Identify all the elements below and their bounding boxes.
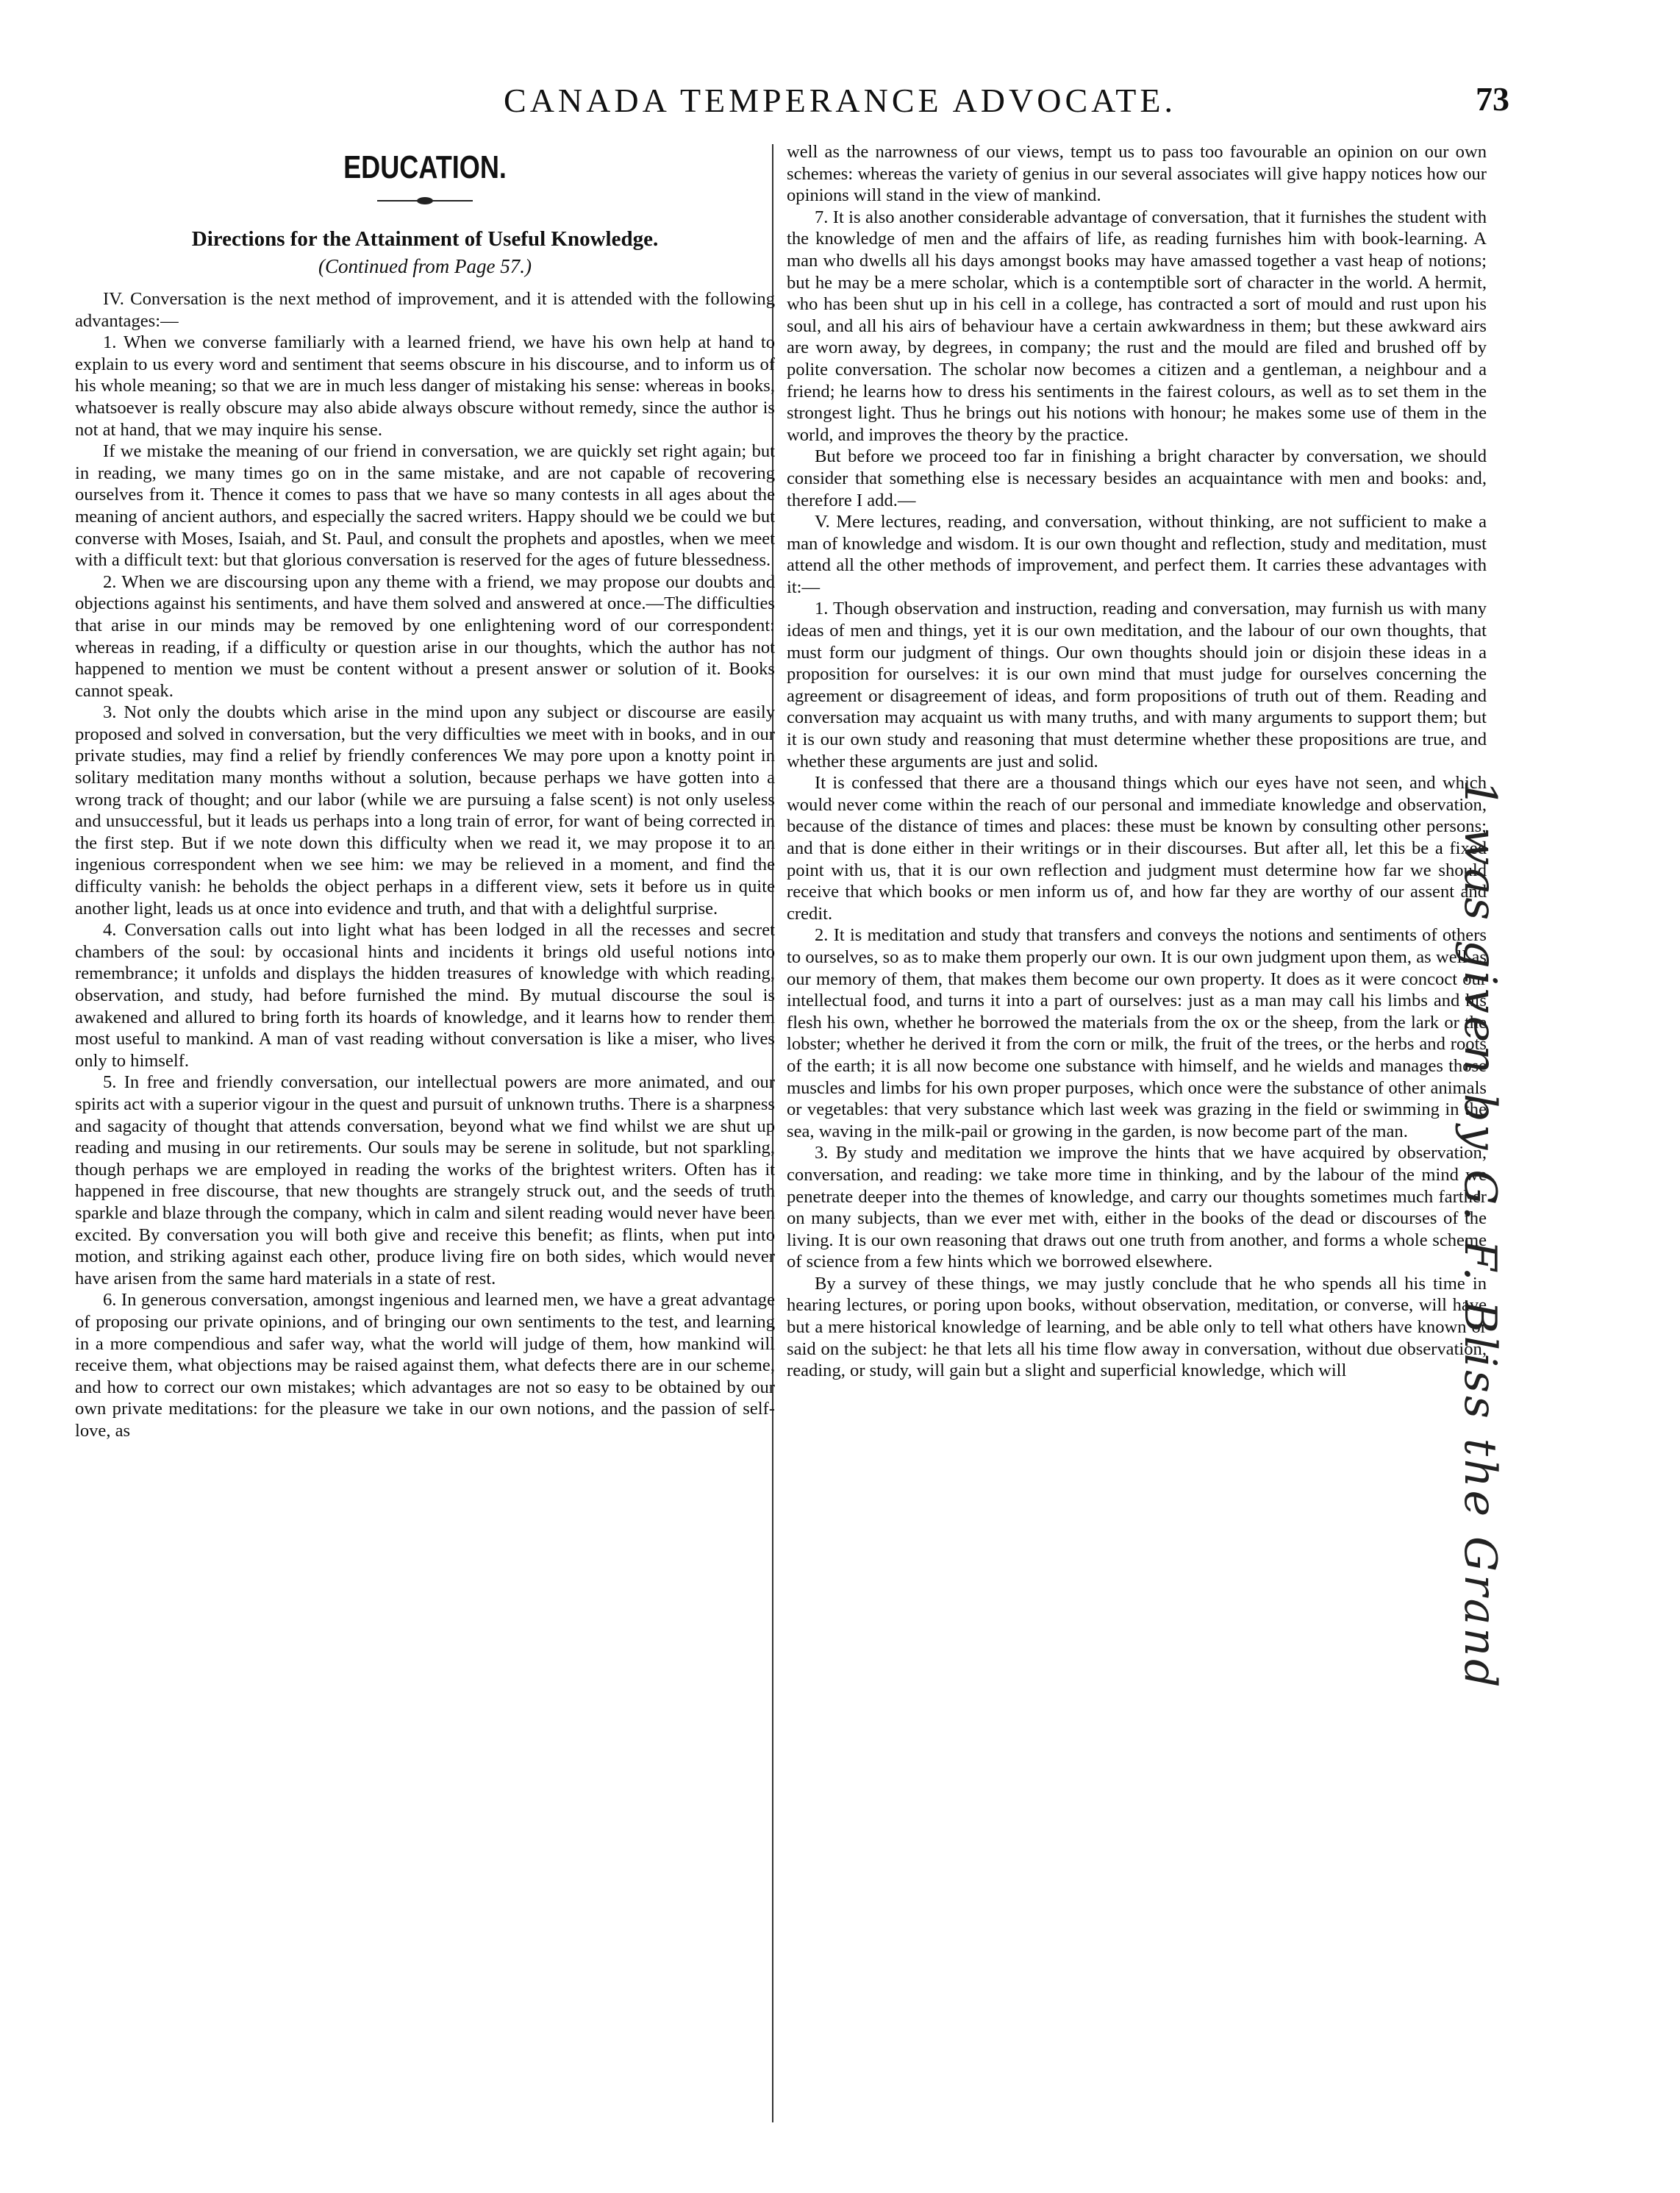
column-left bbox=[75, 141, 775, 2127]
paragraph: well as the narrowness of our views, tempt us to pass too favourable an opinion on our own schemes: whereas the variety of genius in our several associates will give happy notices how our opinions will stand in the view of mankind. bbox=[787, 142, 1487, 206]
paragraph: 3. By study and meditation we improve the hints that we have acquired by observation, conversation, and reading: we take more time in thinking, and by the labour of the mind we penetrate deeper into the themes of knowledge, and carry our thoughts sometimes much farther on many subjects, than we ever met with, either in the books of the dead or discourses of the living. It is our own reasoning that draws out one truth from another, and forms a whole scheme of science from a few hints which we borrowed elsewhere. bbox=[787, 1143, 1487, 1272]
paragraph: IV. Conversation is the next method of improvement, and it is attended with the following advantages:— bbox=[75, 289, 775, 331]
paragraph: 5. In free and friendly conversation, our intellectual powers are more animated, and our spirits act with a superior vigour in the quest and pursuit of unknown truths. There is a sharpness and sagacity of thought that attends conversation, beyond what we find whilst we are shut up reading and musing in our retirements. Our souls may be serene in solitude, but not sparkling, though perhaps we are employed in reading the works of the brightest writers. Often has it happened in free discourse, that new thoughts are strangely struck out, and the seeds of truth sparkle and blaze through the company, which in calm and silent reading would never have been excited. By conversation you will both give and receive this benefit; as flints, when put into motion, and striking against each other, produce living fire on both sides, which would never have arisen from the same hard materials in a state of rest. bbox=[75, 1072, 775, 1288]
paragraph: 6. In generous conversation, amongst ingenious and learned men, we have a great advantage of proposing our private opinions, and of bringing our own sentiments to the test, and learning in a more compendious and safer way, what the world will judge of them, how mankind will receive them, what objections may be raised against them, what defects there are in our scheme, and how to correct our own mistakes; which advantages are not so easy to be obtained by our own private meditations: for the pleasure we take in our own notions, and the passion of self-love, as bbox=[75, 1290, 775, 1441]
paragraph: 2. When we are discoursing upon any theme with a friend, we may propose our doubts and objections against his sentiments, and have them solved and answered at once.—The difficulties that arise in our minds may be removed by one enlightening word of our correspondent: whereas in reading, if a difficulty or question arise in our thoughts, which the author has not happened to mention we must be content without a present answer or solution of it. Books cannot speak. bbox=[75, 571, 775, 701]
paragraph: But before we proceed too far in finishing a bright character by conversation, we should consider that something else is necessary besides an acquaintance with men and books: and, therefore I add.— bbox=[787, 446, 1487, 510]
paragraph: If we mistake the meaning of our friend in conversation, we are quickly set right again; but in reading, we many times go on in the same mistake, and are not capable of recovering ourselves from it. Thence it comes to pass that we have so many contests in all ages about the meaning of ancient authors, and especially the sacred writers. Happy should we be could we but converse with Moses, Isaiah, and St. Paul, and consult the prophets and apostles, when we meet with a difficult text: but that glorious conversation is reserved for the ages of future blessedness. bbox=[75, 441, 775, 571]
paragraph: 1. Though observation and instruction, reading and conversation, may furnish us with many ideas of men and things, yet it is our own meditation, and the labour of our own thoughts, that must form our judgment of things. Our own thoughts should join or disjoin these ideas in a proposition for ourselves: it is our own mind that must judge for ourselves concerning the agreement or disagreement of ideas, and form propositions of truth out of them. Reading and conversation may acquaint us with many truths, and with many arguments to support them; but it is our own study and reasoning that must determine whether these propositions are true, and whether these arguments are just and solid. bbox=[787, 599, 1487, 771]
column-right bbox=[787, 141, 1487, 2127]
paragraph: V. Mere lectures, reading, and conversation, without thinking, are not sufficient to make a man of knowledge and wisdom. It is our own thought and reflection, study and meditation, must attend all the other methods of improvement, and perfect them. It carries these advantages with it:— bbox=[787, 512, 1487, 597]
paragraph: 2. It is meditation and study that transfers and conveys the notions and sentiments of others to ourselves, so as to make them properly our own. It is our own judgment upon them, as well as our memory of them, that makes them become our own property. It does as it were concoct our intellectual food, and turns it into a part of ourselves: just as a man may call his limbs and his flesh his own, whether he borrowed the materials from the ox or the sheep, from the lark or the lobster; whether he derived it from the corn or milk, the fruit of the trees, or the herbs and roots of the earth; it is all now become one substance with himself, and he wields and manages those muscles and limbs for his own proper purposes, which once were the substance of other animals or vegetables: that very substance which last week was grazing in the field or swimming in the sea, waving in the milk-pail or growing in the garden, is now become part of the man. bbox=[787, 925, 1487, 1141]
section-title: EDUCATION. bbox=[343, 149, 507, 185]
title-ornament-rule bbox=[377, 197, 473, 204]
paragraph: 1. When we converse familiarly with a learned friend, we have his own help at hand to explain to us every word and sentiment that seems obscure in his discourse, and to inform us of his whole meaning; so that we are in much less danger of mistaking his sense: whereas in books, whatsoever is really obscure may also abide always obscure without remedy, since the author is not at hand, that we may inquire his sense. bbox=[75, 332, 775, 440]
running-head bbox=[0, 81, 1680, 132]
paragraph: 7. It is also another considerable advantage of conversation, that it furnishes the student with the knowledge of men and the affairs of life, as reading furnishes him with book-learning. A man who dwells all his days amongst books may have amassed together a vast heap of notions; but he may be a mere scholar, which is a contemptible sort of character in the world. A hermit, who has been shut up in his cell in a college, has contracted a sort of mould and rust upon his soul, and all his airs of behaviour have a certain awkwardness in them; but these awkward airs are worn away, by degrees, in company; the rust and the mould are filed and brushed off by polite conversation. The scholar now becomes a citizen and a gentleman, a neighbour and a friend; he learns how to dress his sentiments in the fairest colours, as well as to set them in the strongest light. Thus he brings out his notions with honour; he makes some use of them in the world, and improves the theory by the practice. bbox=[787, 207, 1487, 445]
paragraph: By a survey of these things, we may justly conclude that he who spends all his time in hearing lectures, or poring upon books, without observation, meditation, or converse, will have but a mere historical knowledge of learning, and be able only to tell what others have known or said on the subject: he that lets all his time flow away in conversation, without due observation, reading, or study, will gain but a slight and superficial knowledge, which will bbox=[787, 1273, 1487, 1381]
continued-note: (Continued from Page 57.) bbox=[318, 255, 532, 277]
paragraph: It is confessed that there are a thousand things which our eyes have not seen, and which would never come within the reach of our personal and immediate knowledge and observation, because of the distance of times and places: these must be known by consulting other persons; and that is done either in their writings or in their discourses. But after all, let this be a fixed point with us, that it is our own reflection and judgment must determine how far we should receive that which books or men inform us of, and how far they are worthy of our assent and credit. bbox=[787, 773, 1487, 924]
handwritten-margin-note: 1 was given by G. F. Bliss the Grand bbox=[1454, 780, 1506, 1691]
paragraph: 3. Not only the doubts which arise in the mind upon any subject or discourse are easily proposed and solved in conversation, but the very difficulties we meet with in books, and in our private studies, may find a relief by friendly conferences We may pore upon a knotty point in solitary meditation many months without a solution, because perhaps we have gotten into a wrong track of thought; and our labor (while we are pursuing a false scent) is not only useless and unsuccessful, but it leads us perhaps into a long train of error, for want of being corrected in the first step. But if we note down this difficulty when we read it, we may propose it to an ingenious correspondent when we see him: we may be relieved in a moment, and find the difficulty vanish: he beholds the object perhaps in a different view, sets it before us in quite another light, leads us at once into evidence and truth, and that with a delightful surprise. bbox=[75, 702, 775, 919]
page-number: 73 bbox=[1476, 80, 1509, 118]
article-title: Directions for the Attainment of Useful Knowledge. bbox=[191, 227, 659, 251]
paragraph: 4. Conversation calls out into light what has been lodged in all the recesses and secret chambers of the soul: by occasional hints and incidents it brings old useful notions into remembrance; it unfolds and displays the hidden treasures of knowledge with which reading, observation, and study, had before furnished the mind. By mutual discourse the soul is awakened and allured to bring forth its hoards of knowledge, and it learns how to render them most useful to mankind. A man of vast reading without conversation is like a miser, who lives only to himself. bbox=[75, 920, 775, 1071]
newspaper-title: CANADA TEMPERANCE ADVOCATE. bbox=[504, 82, 1176, 119]
